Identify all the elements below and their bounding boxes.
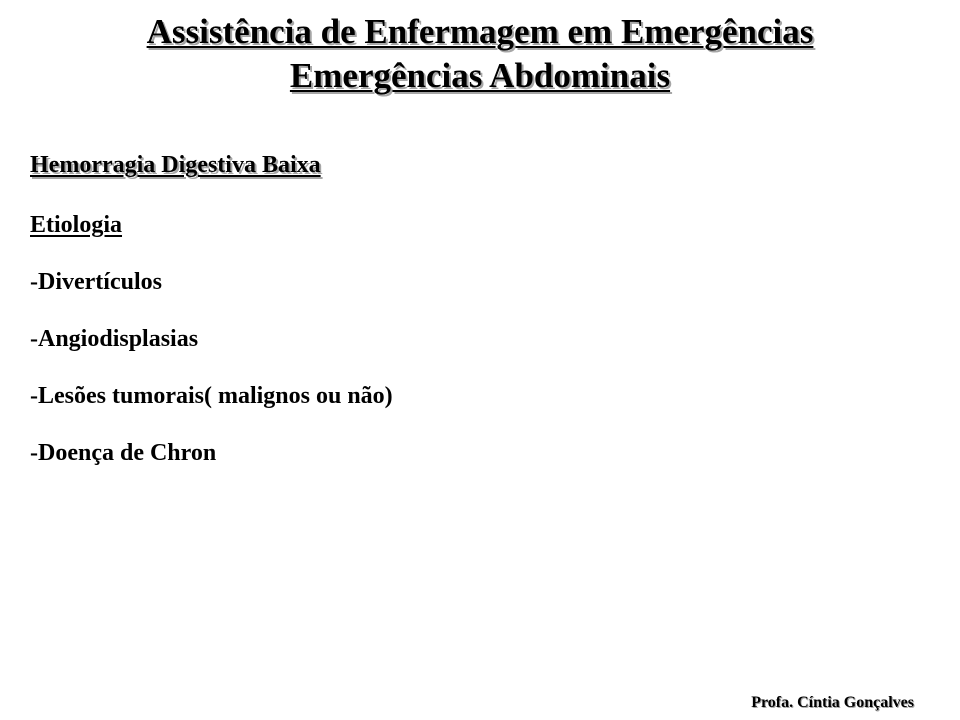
list-item: -Doença de Chron: [30, 440, 217, 466]
list-item: -Lesões tumorais( malignos ou não): [30, 383, 393, 409]
slide-title: [0, 10, 960, 98]
subheading-etiologia: Etiologia: [30, 212, 123, 238]
title-line-1: Assistência de Enfermagem em Emergências: [146, 12, 814, 51]
title-line-2: Emergências Abdominais: [289, 56, 671, 95]
footer-author: Profa. Cíntia Gonçalves: [751, 694, 914, 711]
list-item: -Angiodisplasias: [30, 326, 199, 352]
list-item: -Divertículos: [30, 269, 162, 295]
section-heading: Hemorragia Digestiva Baixa: [30, 152, 321, 178]
etiology-list: [30, 267, 393, 495]
slide-content: [30, 150, 910, 466]
